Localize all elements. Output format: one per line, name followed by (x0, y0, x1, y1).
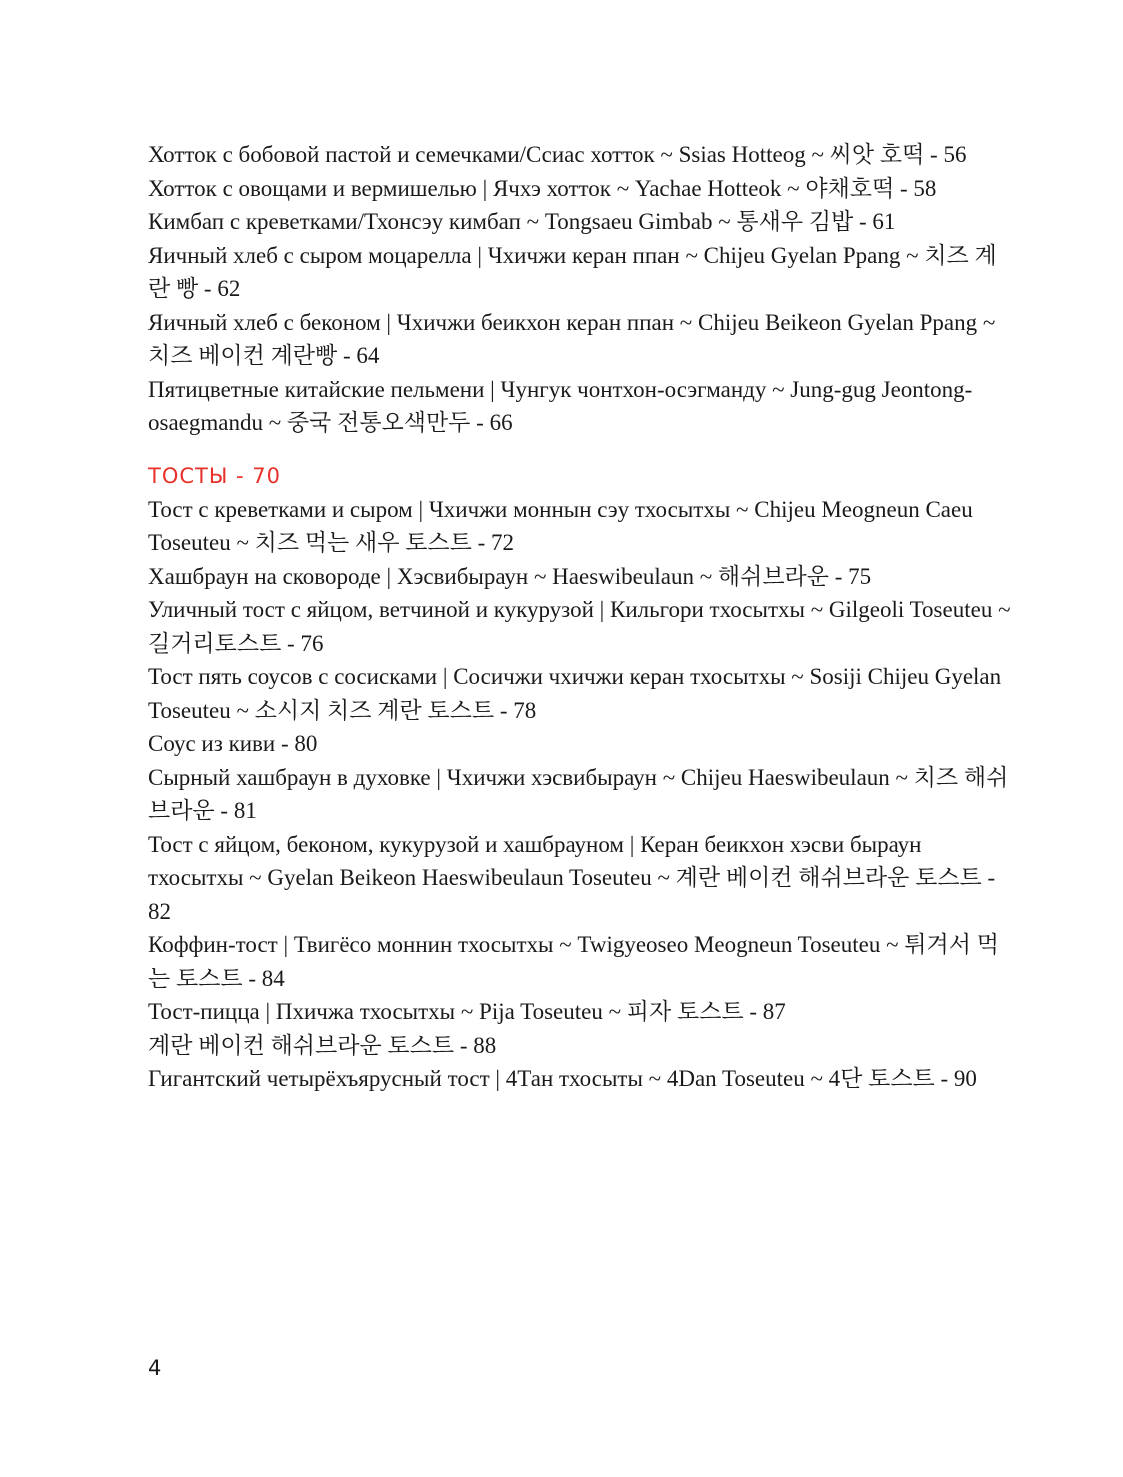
toc-entry-chijeu-beikeon-gyelan-ppang: Яичный хлеб с беконом | Чхичжи беикхон керан ппан ~ Chijeu Beikeon Gyelan Ppang ~ 치즈 베이컨 계란빵 - 64 (148, 309, 996, 368)
toc-entry-4dan-toast: Гигантский четырёхъярусный тост | 4Тан тхосыты ~ 4Dan Toseuteu ~ 4단 토스트 - 90 (148, 1066, 977, 1091)
section-heading-toasts: ТОСТЫ - 70 (148, 463, 282, 488)
toc-entry-hashbrown-pan: Хашбраун на сковороде | Хэсвибыраун ~ Haeswibeulaun ~ 해쉬브라운 - 75 (148, 563, 872, 589)
toc-entry-street-toast: Уличный тост с яйцом, ветчиной и кукурузой | Кильгори тхосытхы ~ Gilgeoli Toseuteu ~ 길거리토스트 - 76 (148, 597, 1011, 656)
toc-entry-ssias-hotteog: Хотток с бобовой пастой и семечками/Ссиас хотток ~ Ssias Hotteog ~ 씨앗 호떡 - 56 (148, 142, 967, 167)
page-number: 4 (148, 1356, 162, 1380)
toc-entry-sausage-toast: Тост пять соусов с сосисками | Сосичжи чхичжи керан тхосытхы ~ Sosiji Chijeu Gyelan Toseuteu ~ 소시지 치즈 계란 토스트 - 78 (148, 664, 1002, 723)
toc-entry-coffin-toast: Коффин-тост | Твигёсо моннин тхосытхы ~ Twigyeoseo Meogneun Toseuteu ~ 튀겨서 먹는 토스트 - 84 (148, 932, 999, 991)
toc-entry-yachae-hotteok: Хотток с овощами и вермишелью | Ячхэ хотток ~ Yachae Hotteok ~ 야채호떡 - 58 (148, 175, 937, 201)
toc-entry-chijeu-gyelan-ppang: Яичный хлеб с сыром моцарелла | Чхичжи керан ппан ~ Chijeu Gyelan Ppang ~ 치즈 계란 빵 - 62 (148, 242, 997, 301)
toc-entry-cheese-hashbrown: Сырный хашбраун в духовке | Чхичжи хэсвибыраун ~ Chijeu Haeswibeulaun ~ 치즈 해쉬브라운 - 81 (148, 764, 1009, 823)
toc-entry-korean-toast-88: 계란 베이컨 해쉬브라운 토스트 - 88 (148, 1032, 497, 1058)
contents-page (148, 138, 1018, 1096)
toc-entry-shrimp-toast: Тост с креветками и сыром | Чхичжи моннын сэу тхосытхы ~ Chijeu Meogneun Caeu Toseuteu ~ 치즈 먹는 새우 토스트 - 72 (148, 496, 973, 555)
toc-entry-egg-bacon-hashbrown-toast: Тост с яйцом, беконом, кукурузой и хашбрауном | Керан беикхон хэсви быраун тхосытхы ~ Gyelan Beikeon Haeswibeulaun Toseuteu ~ 계란 베이컨 해쉬브라운 토스트 - 82 (148, 831, 996, 924)
toc-entry-kiwi-sauce: Соус из киви - 80 (148, 731, 318, 756)
toc-entry-tongsaeu-gimbab: Кимбап с креветками/Тхонсэу кимбап ~ Tongsaeu Gimbab ~ 통새우 김밥 - 61 (148, 209, 896, 234)
toc-entry-jeontong-osaegmandu: Пятицветные китайские пельмени | Чунгук чонтхон-осэгманду ~ Jung-gug Jeontong-osaegmandu ~ 중국 전통오색만두 - 66 (148, 376, 973, 435)
toc-entry-pizza-toast: Тост-пицца | Пхичжа тхосытхы ~ Pija Toseuteu ~ 피자 토스트 - 87 (148, 999, 786, 1024)
